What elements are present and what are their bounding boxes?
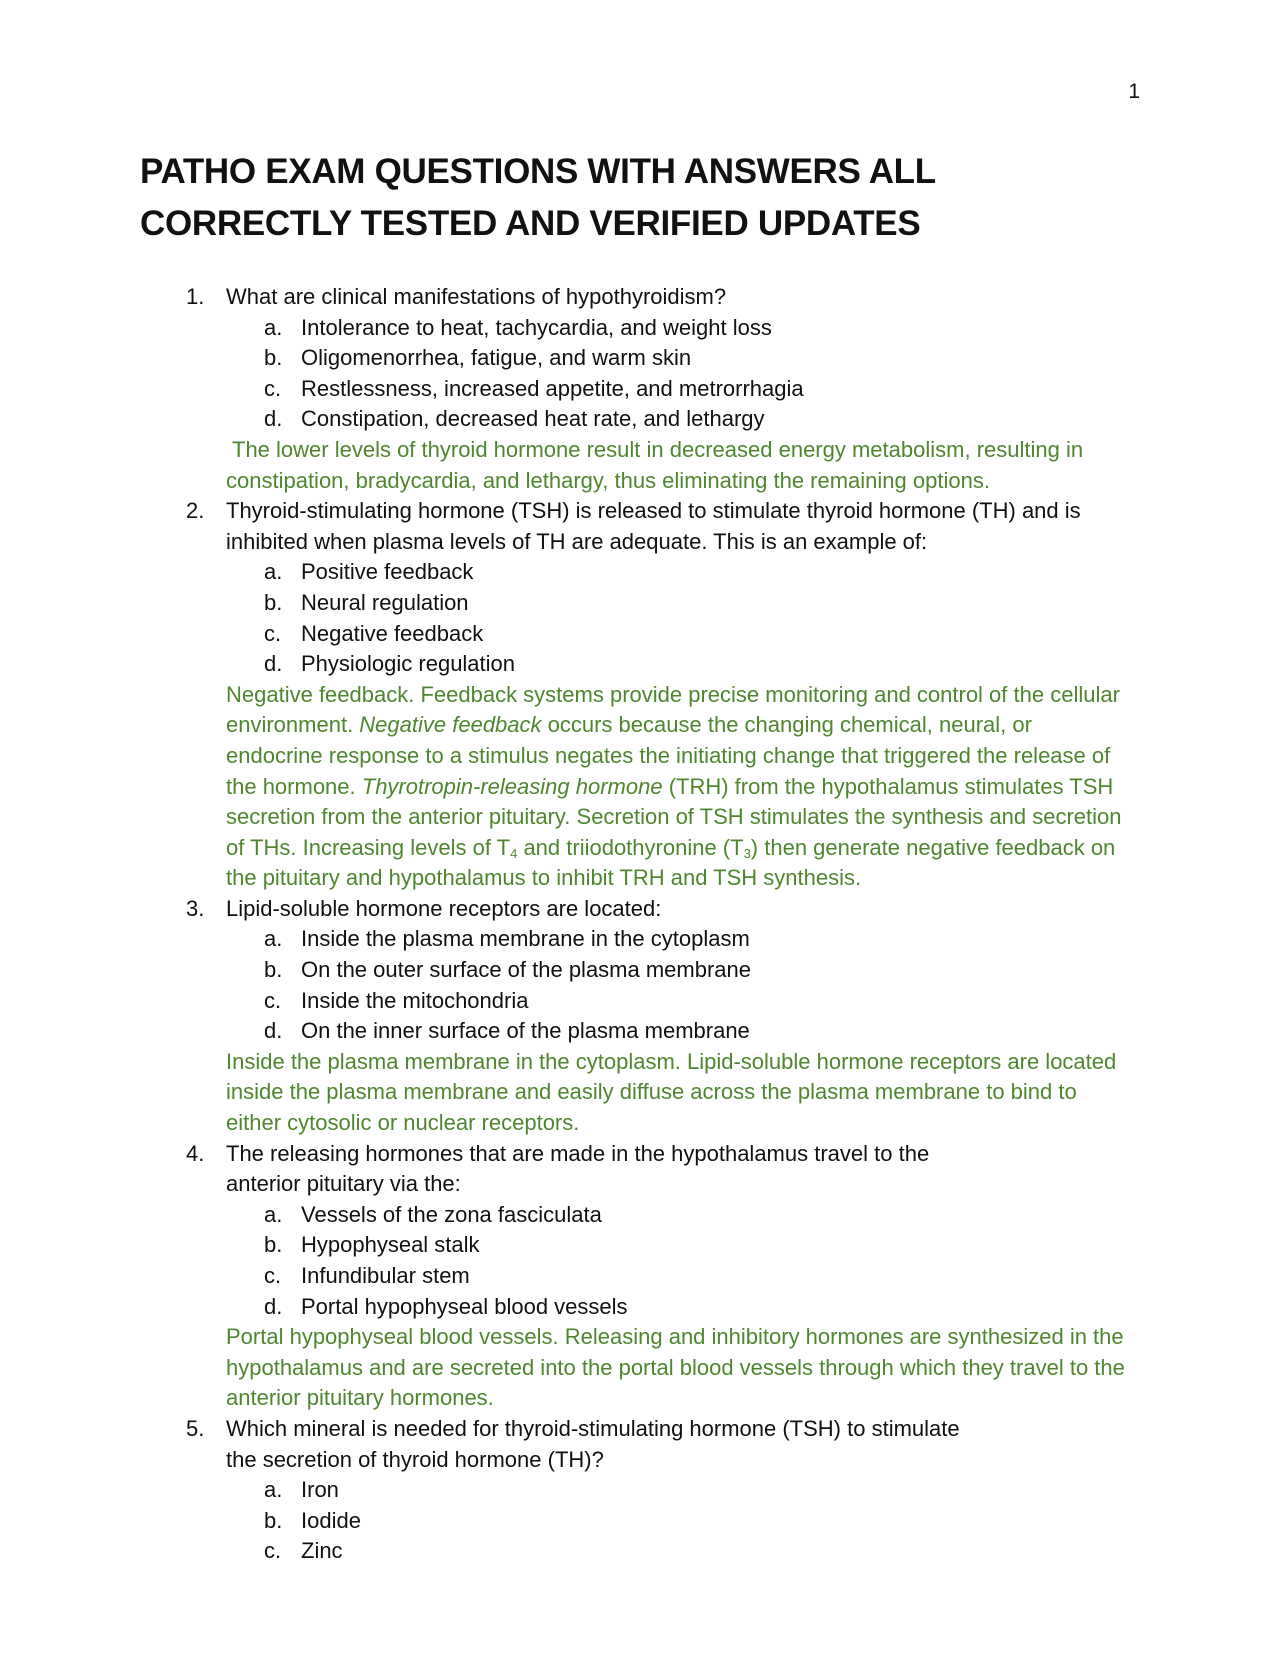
- option-text: Vessels of the zona fasciculata: [301, 1201, 602, 1227]
- option-text: Neural regulation: [301, 589, 469, 615]
- option-letter: c.: [264, 375, 282, 401]
- option-2d: [140, 649, 1140, 680]
- option-4a: [140, 1200, 1140, 1231]
- option-1a: [140, 313, 1140, 344]
- option-text: Restlessness, increased appetite, and metrorrhagia: [301, 375, 804, 401]
- option-letter: c.: [264, 987, 282, 1013]
- question-3: [140, 894, 1140, 925]
- answer-4: Portal hypophyseal blood vessels. Releasing and inhibitory hormones are synthesized in the hypothalamus and are secreted into the portal blood vessels through which they travel to the anterior pituitary hormones.: [226, 1324, 1125, 1411]
- option-letter: d.: [264, 406, 283, 432]
- question-number: 3.: [186, 895, 205, 921]
- question-5: [140, 1414, 1140, 1475]
- option-letter: a.: [264, 1477, 283, 1503]
- option-1b: [140, 343, 1140, 374]
- option-letter: b.: [264, 957, 283, 983]
- option-text: Physiologic regulation: [301, 651, 516, 677]
- option-letter: d.: [264, 1293, 283, 1319]
- answer-3: Inside the plasma membrane in the cytoplasm. Lipid-soluble hormone receptors are located inside the plasma membrane and easily diffuse across the plasma membrane to bind to either cytosolic or nuclear receptors.: [226, 1048, 1117, 1136]
- option-letter: c.: [264, 620, 282, 646]
- option-1c: [140, 374, 1140, 405]
- question-number: 4.: [186, 1140, 205, 1166]
- document-title: [140, 146, 1140, 250]
- question-text-line-1: The releasing hormones that are made in the hypothalamus travel to the: [226, 1140, 930, 1166]
- option-1d: [140, 404, 1140, 435]
- option-text: Negative feedback: [301, 620, 484, 646]
- answer-text: and triiodothyronine (T: [517, 834, 744, 860]
- option-letter: b.: [264, 345, 283, 371]
- question-text-line-1: Which mineral is needed for thyroid-stimulating hormone (TSH) to stimulate: [226, 1415, 960, 1441]
- answer-text: (TRH) from the hypothalamus stimulates TSH secretion from the anterior pituitary. Secretion of TSH stimulates the synthesis and secretion of THs. Increasing levels of T: [226, 773, 1122, 860]
- option-3b: [140, 955, 1140, 986]
- option-5a: [140, 1475, 1140, 1506]
- subscript: 3: [743, 845, 751, 861]
- question-2: [140, 496, 1140, 557]
- answer-text: occurs because the changing chemical, neural, or endocrine response to a stimulus negates the initiating change that triggered the release of the hormone.: [226, 712, 1111, 799]
- option-2c: [140, 619, 1140, 650]
- question-number: 2.: [186, 498, 205, 524]
- question-number: 5.: [186, 1415, 205, 1441]
- option-text: Intolerance to heat, tachycardia, and weight loss: [301, 314, 772, 340]
- question-text: What are clinical manifestations of hypothyroidism?: [226, 284, 727, 309]
- option-3a: [140, 924, 1140, 955]
- option-text: Zinc: [301, 1538, 343, 1564]
- option-text: Hypophyseal stalk: [301, 1232, 480, 1258]
- option-4d: [140, 1292, 1140, 1323]
- option-2b: [140, 588, 1140, 619]
- option-letter: a.: [264, 314, 283, 340]
- option-text: Iodide: [301, 1507, 361, 1533]
- option-text: Positive feedback: [301, 559, 474, 585]
- option-text: On the inner surface of the plasma membrane: [301, 1018, 750, 1044]
- question-1: [140, 282, 1140, 313]
- option-text: Oligomenorrhea, fatigue, and warm skin: [301, 345, 692, 371]
- question-list: [140, 282, 1140, 1567]
- option-text: Inside the mitochondria: [301, 987, 529, 1013]
- answer-emphasis: Negative feedback: [359, 712, 542, 738]
- option-letter: b.: [264, 1507, 283, 1533]
- option-letter: a.: [264, 559, 283, 585]
- option-text: Infundibular stem: [301, 1263, 470, 1288]
- question-text: Thyroid-stimulating hormone (TSH) is released to stimulate thyroid hormone (TH) and is inhibited when plasma levels of TH are adequate. This is an example of:: [226, 498, 1081, 554]
- title-line-2: CORRECTLY TESTED AND VERIFIED UPDATES: [140, 204, 921, 243]
- option-5b: [140, 1506, 1140, 1537]
- option-letter: d.: [264, 1018, 283, 1044]
- option-letter: c.: [264, 1538, 282, 1564]
- question-4: [140, 1139, 1140, 1200]
- answer-1: The lower levels of thyroid hormone result in decreased energy metabolism, resulting in constipation, bradycardia, and lethargy, thus eliminating the remaining options.: [226, 436, 1084, 493]
- option-3c: [140, 986, 1140, 1017]
- option-3d: [140, 1016, 1140, 1047]
- option-2a: [140, 557, 1140, 588]
- answer-text: ) then generate negative feedback on the pituitary and hypothalamus to inhibit TRH and TSH synthesis.: [226, 834, 1116, 891]
- question-number: 1.: [186, 284, 205, 309]
- question-text-line-2: anterior pituitary via the:: [226, 1171, 461, 1197]
- answer-2: [140, 680, 1140, 894]
- option-4c: [140, 1261, 1140, 1292]
- option-letter: a.: [264, 926, 283, 952]
- option-text: Constipation, decreased heat rate, and lethargy: [301, 406, 765, 432]
- option-letter: b.: [264, 589, 283, 615]
- option-letter: d.: [264, 651, 283, 677]
- subscript: 4: [510, 845, 518, 861]
- answer-emphasis: Thyrotropin-releasing hormone: [361, 773, 663, 799]
- page-number: 1: [1128, 80, 1140, 103]
- question-text-line-2: the secretion of thyroid hormone (TH)?: [226, 1446, 604, 1472]
- answer-text: Negative feedback. Feedback systems provide precise monitoring and control of the cellular environment.: [226, 681, 1120, 738]
- option-text: On the outer surface of the plasma membrane: [301, 957, 752, 983]
- option-letter: c.: [264, 1263, 282, 1288]
- option-text: Portal hypophyseal blood vessels: [301, 1293, 628, 1319]
- question-text: Lipid-soluble hormone receptors are located:: [226, 895, 662, 921]
- title-line-1: PATHO EXAM QUESTIONS WITH ANSWERS ALL: [140, 152, 936, 191]
- option-4b: [140, 1230, 1140, 1261]
- option-letter: b.: [264, 1232, 283, 1258]
- option-letter: a.: [264, 1201, 283, 1227]
- option-5c: [140, 1536, 1140, 1567]
- option-text: Iron: [301, 1477, 339, 1503]
- option-text: Inside the plasma membrane in the cytoplasm: [301, 926, 750, 952]
